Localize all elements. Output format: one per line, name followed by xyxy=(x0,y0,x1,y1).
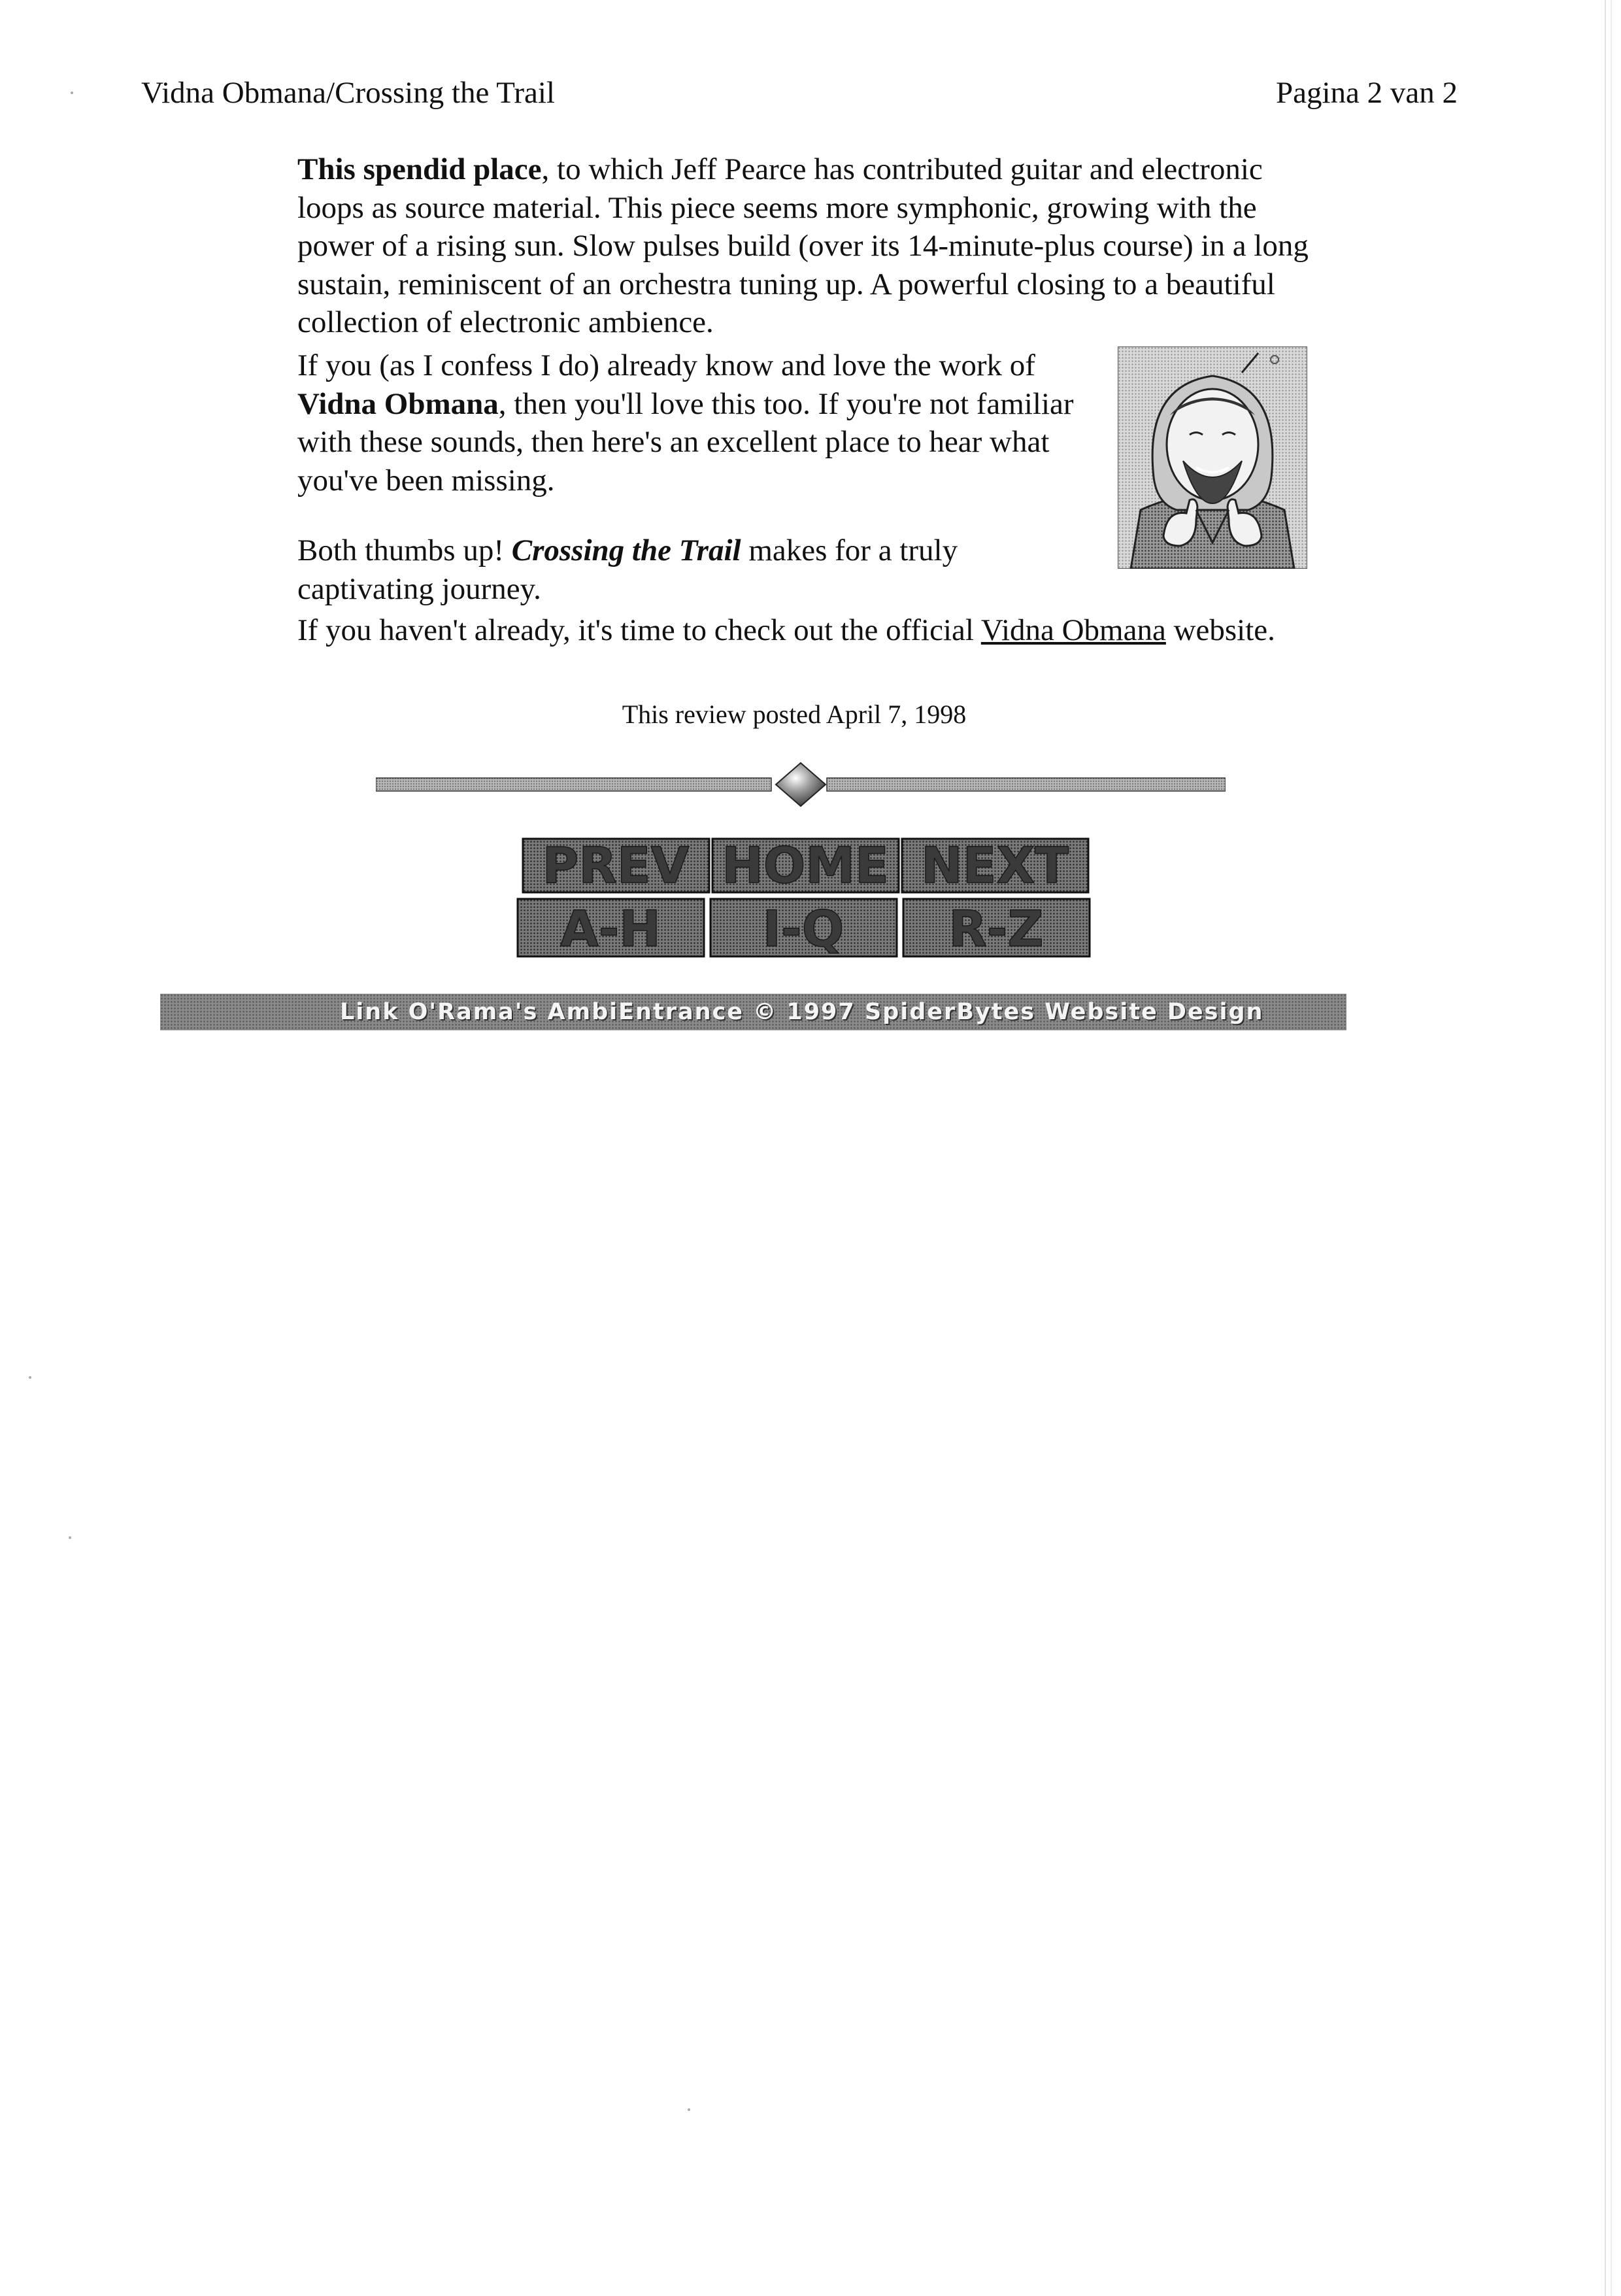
prev-button[interactable] xyxy=(523,836,709,894)
review-paragraph-3 xyxy=(297,532,1095,608)
i-q-button-label: I-Q xyxy=(762,900,844,958)
artist-website-link[interactable]: Vidna Obmana xyxy=(980,613,1166,647)
paragraph-text: If you haven't already, it's time to check out the official xyxy=(297,613,981,647)
scan-speck xyxy=(29,1376,31,1379)
navigation-buttons xyxy=(516,834,1092,958)
thumbs-up-cartoon xyxy=(1118,346,1307,569)
paragraph-text: makes for a truly captivating journey. xyxy=(297,533,958,606)
album-title: Crossing the Trail xyxy=(511,533,741,567)
page-title: Vidna Obmana/Crossing the Trail xyxy=(141,76,555,110)
i-q-button[interactable] xyxy=(710,899,897,958)
home-button[interactable] xyxy=(712,836,899,894)
footer-banner xyxy=(160,994,1346,1030)
paragraph-text: , then you'll love this too. If you're not familiar with these sounds, then here's an excellent place to hear what you've been missing. xyxy=(297,386,1074,498)
next-button[interactable] xyxy=(902,836,1088,894)
paragraph-text: website. xyxy=(1165,613,1275,647)
footer-credit: Link O'Rama's AmbiEntrance © 1997 SpiderBytes Website Design xyxy=(340,999,1264,1025)
review-paragraph-4 xyxy=(297,611,1317,650)
scan-speck xyxy=(71,92,73,94)
scan-edge-line xyxy=(1611,0,1612,2296)
track-title: This spendid place xyxy=(297,152,542,186)
a-h-button-label: A-H xyxy=(560,900,661,958)
scan-edge-line xyxy=(1605,0,1606,2296)
prev-button-label: PREV xyxy=(542,836,690,894)
next-button-label: NEXT xyxy=(921,836,1069,894)
r-z-button[interactable] xyxy=(903,899,1090,958)
decorative-divider xyxy=(376,762,1226,807)
scan-speck xyxy=(688,2108,690,2111)
a-h-button[interactable] xyxy=(518,899,704,958)
page-number: Pagina 2 van 2 xyxy=(1275,76,1458,110)
divider-gem-icon xyxy=(776,763,826,806)
paragraph-text: Both thumbs up! xyxy=(297,533,512,567)
review-paragraph-2 xyxy=(297,346,1095,499)
paragraph-text: If you (as I confess I do) already know and love the work of xyxy=(297,348,1035,382)
artist-name: Vidna Obmana xyxy=(297,386,499,421)
posted-date: This review posted April 7, 1998 xyxy=(622,700,967,729)
scan-speck xyxy=(69,1536,71,1539)
home-button-label: HOME xyxy=(722,836,889,894)
paragraph-text: , to which Jeff Pearce has contributed guitar and electronic loops as source material. This piece seems more symphonic, growing with the power of a rising sun. Slow pulses build (over its 14-minute-plus course) in a long sustain, reminiscent of an orchestra tuning up. A powerful closing to a beautiful collection of electronic ambience. xyxy=(297,152,1309,339)
r-z-button-label: R-Z xyxy=(948,900,1044,958)
review-paragraph-1 xyxy=(297,150,1317,342)
